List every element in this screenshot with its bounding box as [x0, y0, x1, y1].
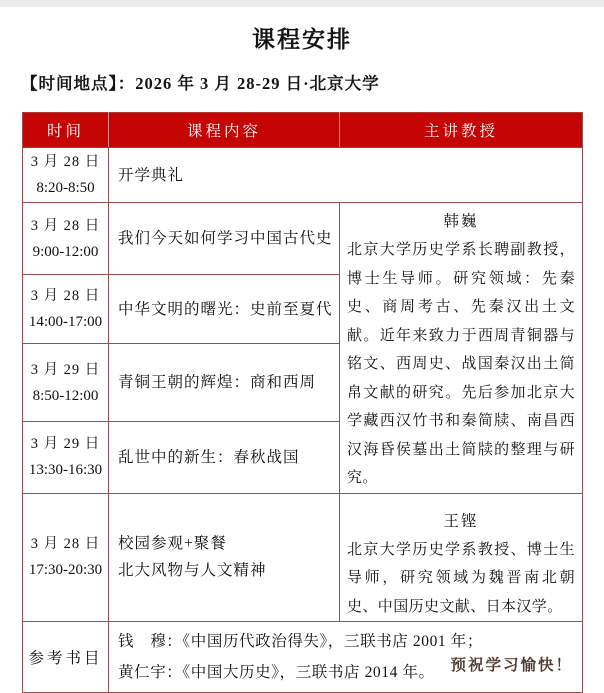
reference-line-2: 黄仁宇：《中国大历史》，三联书店 2014 年。	[118, 664, 435, 681]
professor-cell	[340, 203, 583, 494]
session-time: 13:30-16:30	[28, 462, 103, 479]
course-title: 青铜王朝的辉煌：商和西周	[109, 344, 340, 422]
session-date: 3 月 29 日	[30, 436, 101, 453]
course-title: 开学典礼	[109, 148, 583, 203]
session-date: 3 月 28 日	[30, 288, 101, 305]
professor-name: 王铿	[443, 512, 479, 530]
header-cell-time: 时间	[23, 113, 109, 148]
session-when	[23, 493, 109, 622]
session-when	[23, 344, 109, 422]
course-title-line2: 北大风物与人文精神	[118, 562, 267, 580]
professor-name: 韩巍	[443, 213, 479, 230]
professor-bio: 北京大学历史学系教授、博士生导师，研究领域为魏晋南北朝史、中国历史文献、日本汉学。	[347, 541, 575, 615]
session-date: 3 月 28 日	[30, 217, 101, 234]
schedule-table	[22, 112, 583, 693]
course-title-line1: 校园参观+聚餐	[118, 535, 227, 553]
window-top-strip	[0, 0, 604, 7]
course-title: 我们今天如何学习中国古代史	[109, 203, 340, 275]
reference-line-1: 钱 穆：《中国历代政治得失》，三联书店 2001 年；	[118, 633, 483, 650]
professor-cell	[340, 493, 583, 622]
professor-bio: 北京大学历史学系长聘副教授，博士生导师。研究领域：先秦史、商周考古、先秦汉出土文献。近年来致力于西周青铜器与铭文、西周史、战国秦汉出土简帛文献的研究。先后参加北京大学藏西汉竹书和秦简牍、南昌西汉海昏侯墓出土简牍的整理与研究。	[347, 242, 575, 486]
time-location-value: 2026 年 3 月 28-29 日·北京大学	[135, 74, 380, 93]
header-cell-course: 课程内容	[109, 113, 340, 148]
closing-note: 预祝学习愉快！	[450, 655, 573, 674]
session-time: 8:20-8:50	[36, 180, 95, 196]
session-when	[23, 275, 109, 344]
course-title	[109, 493, 340, 622]
session-date: 3 月 28 日	[30, 154, 101, 170]
time-location-line	[21, 70, 380, 94]
table-header-row	[23, 113, 583, 148]
table-row	[23, 148, 583, 203]
session-date: 3 月 29 日	[30, 361, 101, 378]
session-when	[23, 148, 109, 203]
time-location-label: 【时间地点】：	[21, 74, 136, 93]
header-cell-professor: 主讲教授	[340, 113, 583, 148]
session-time: 17:30-20:30	[28, 562, 103, 579]
table-row	[23, 493, 583, 622]
session-time: 14:00-17:00	[28, 314, 103, 331]
session-time: 8:50-12:00	[32, 387, 99, 404]
references-label: 参考书目	[23, 622, 109, 693]
course-title: 中华文明的曙光：史前至夏代	[109, 275, 340, 344]
session-when	[23, 203, 109, 275]
table-row	[23, 203, 583, 275]
course-title: 乱世中的新生：春秋战国	[109, 422, 340, 493]
session-when	[23, 422, 109, 493]
session-time: 9:00-12:00	[32, 243, 99, 260]
page-title: 课程安排	[252, 27, 352, 53]
session-date: 3 月 28 日	[30, 536, 101, 553]
